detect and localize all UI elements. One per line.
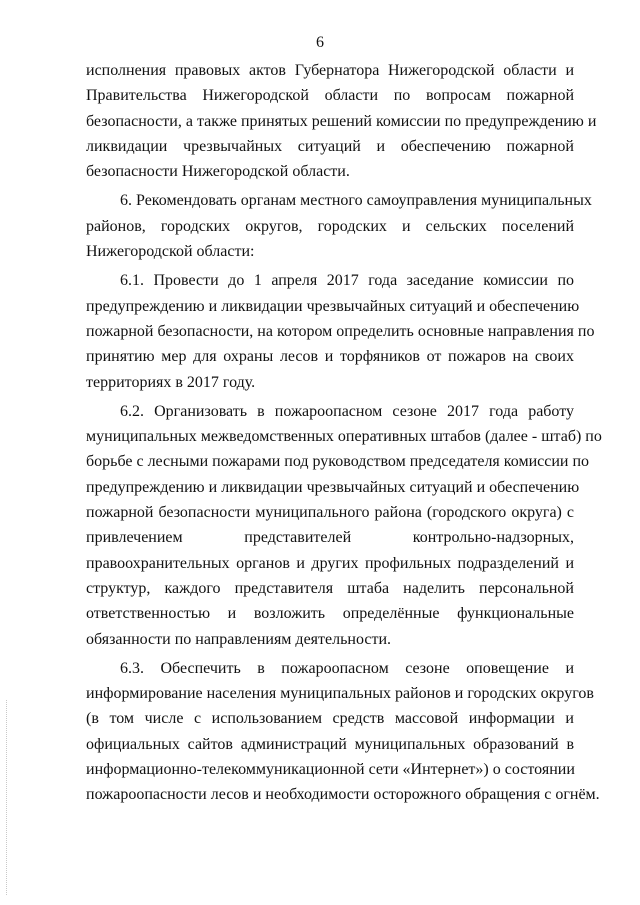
text-line: правоохранительных органов и других профильных подразделений и bbox=[86, 554, 574, 572]
text-line: предупреждению и ликвидации чрезвычайных ситуаций и обеспечению bbox=[86, 478, 580, 496]
text-line: ответственностью и возложить определённые функциональные bbox=[86, 605, 574, 623]
text-line: территориях в 2017 году. bbox=[86, 373, 256, 391]
scan-margin-artifact bbox=[6, 700, 8, 895]
text-line: предупреждению и ликвидации чрезвычайных ситуаций и обеспечению bbox=[86, 297, 580, 315]
text-line: принятию мер для охраны лесов и торфяников от пожаров на своих bbox=[86, 348, 574, 366]
text-line: муниципальных межведомственных оперативных штабов (далее - штаб) по bbox=[86, 428, 602, 446]
text-line: 6.3. Обеспечить в пожароопасном сезоне оповещение и bbox=[120, 659, 574, 677]
text-line: официальных сайтов администраций муниципальных образований в bbox=[86, 735, 574, 753]
text-line: (в том числе с использованием средств массовой информации и bbox=[86, 710, 574, 728]
document-body bbox=[86, 58, 602, 808]
text-line: информационно-телекоммуникационной сети «Интернет») о состоянии bbox=[86, 761, 575, 779]
text-line: 6. Рекомендовать органам местного самоуправления муниципальных bbox=[120, 192, 592, 210]
text-line: привлечением представителей контрольно-надзорных, bbox=[86, 529, 574, 547]
text-line: информирование населения муниципальных районов и городских округов bbox=[86, 685, 594, 703]
text-line: Правительства Нижегородской области по вопросам пожарной bbox=[86, 87, 574, 105]
text-line: безопасности, а также принятых решений комиссии по предупреждению и bbox=[86, 112, 597, 130]
text-line: 6.2. Организовать в пожароопасном сезоне 2017 года работу bbox=[120, 402, 574, 420]
page-number: 6 bbox=[316, 34, 324, 51]
text-line: пожарной безопасности муниципального района (городского округа) с bbox=[86, 504, 574, 522]
text-line: 6.1. Провести до 1 апреля 2017 года заседание комиссии по bbox=[120, 272, 574, 290]
text-line: обязанности по направлениям деятельности. bbox=[86, 630, 392, 648]
text-line: пожароопасности лесов и необходимости осторожного обращения с огнём. bbox=[86, 786, 600, 804]
text-line: структур, каждого представителя штаба наделить персональной bbox=[86, 579, 574, 597]
text-line: районов, городских округов, городских и сельских поселений bbox=[86, 217, 574, 235]
text-line: борьбе с лесными пожарами под руководством председателя комиссии по bbox=[86, 453, 590, 471]
text-line: исполнения правовых актов Губернатора Нижегородской области и bbox=[86, 62, 574, 79]
text-line: безопасности Нижегородской области. bbox=[86, 163, 350, 181]
text-line: Нижегородской области: bbox=[86, 243, 255, 261]
text-line: пожарной безопасности, на котором определить основные направления по bbox=[86, 322, 595, 340]
text-line: ликвидации чрезвычайных ситуаций и обеспечению пожарной bbox=[86, 137, 574, 155]
